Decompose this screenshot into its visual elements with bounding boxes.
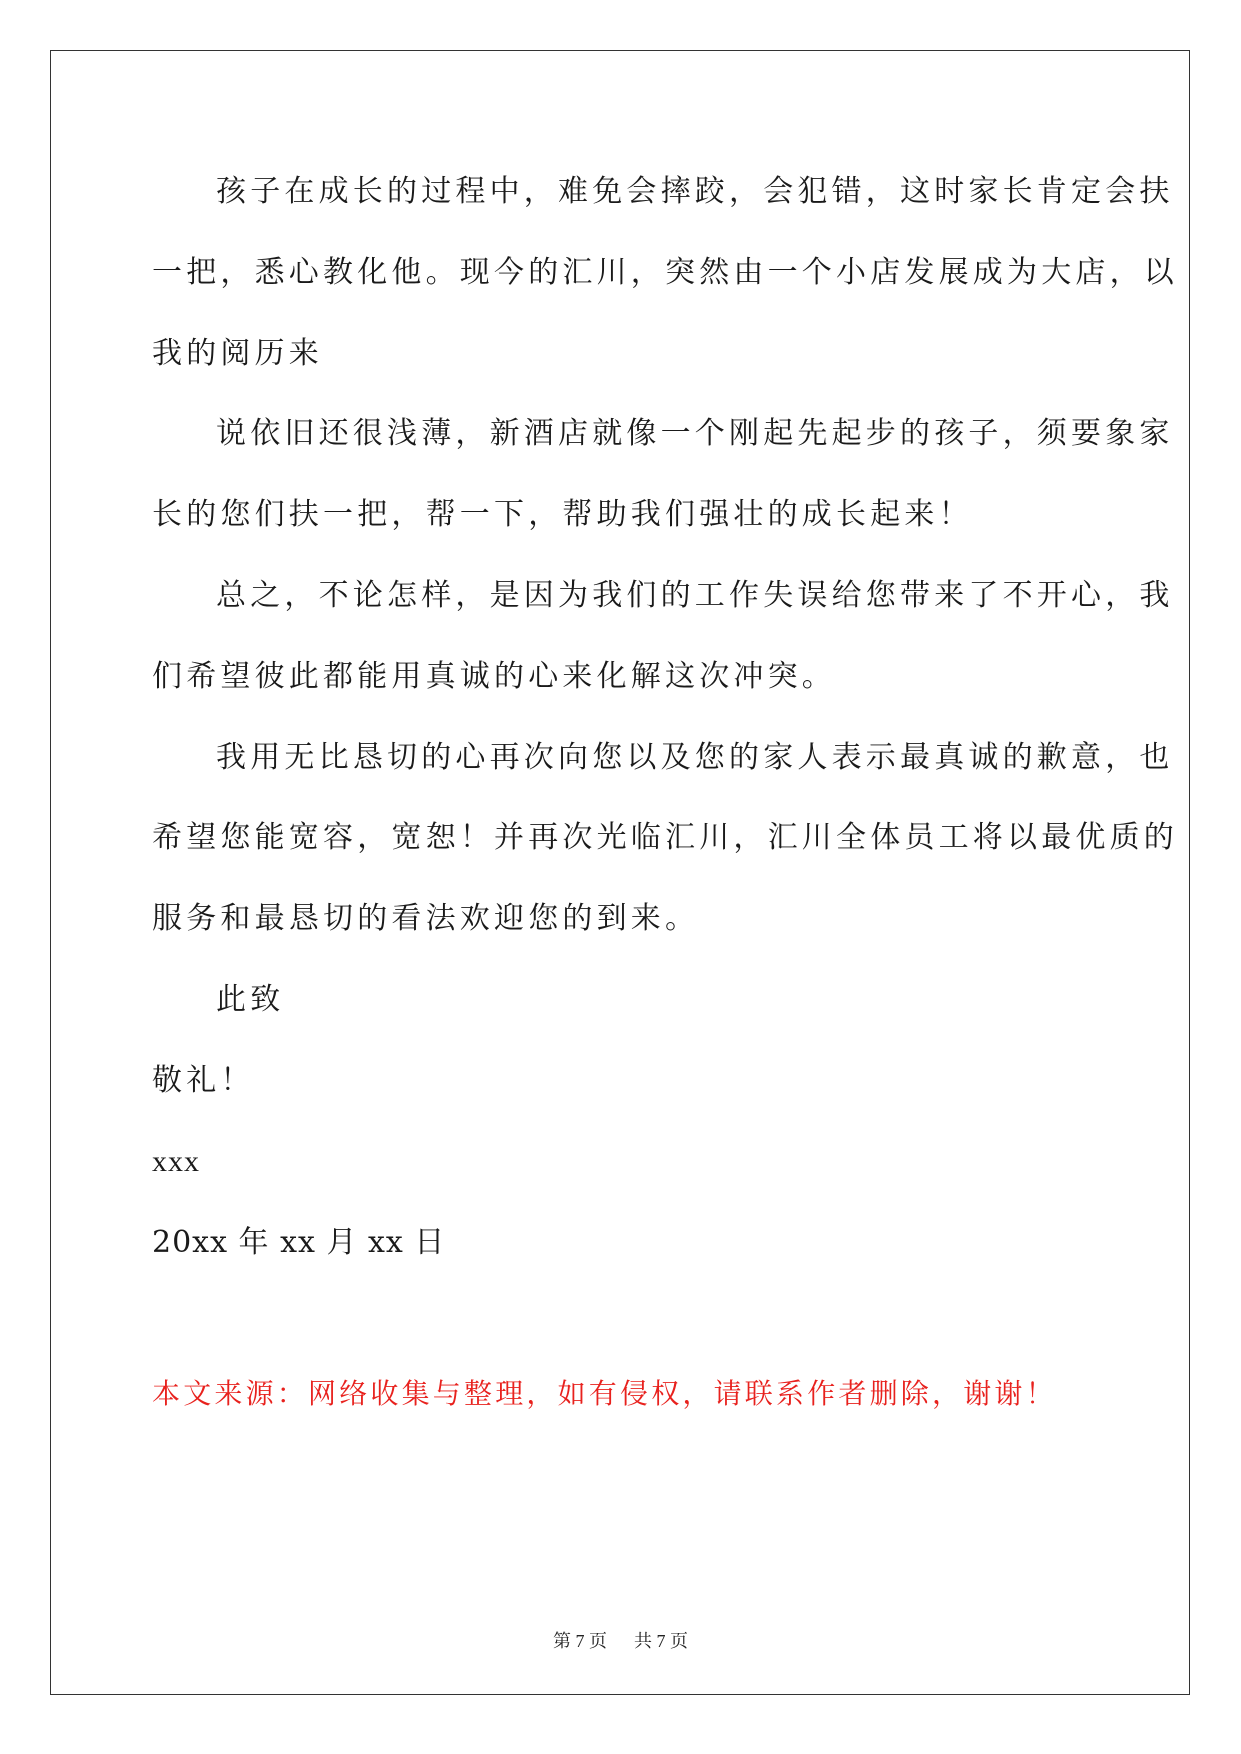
date-line: 20xx 年 xx 月 xx 日 (152, 1225, 446, 1260)
paragraph-3-line-2: 们希望彼此都能用真诚的心来化解这次冲突。 (152, 659, 836, 694)
paragraph-2-line-2: 长的您们扶一把，帮一下，帮助我们强壮的成长起来！ (152, 497, 973, 532)
paragraph-1-line-1: 孩子在成长的过程中，难免会摔跤，会犯错，这时家长肯定会扶 (216, 174, 1174, 209)
page-number-total: 共 7 页 (634, 1631, 688, 1651)
paragraph-1-line-2: 一把，悉心教化他。现今的汇川，突然由一个小店发展成为大店，以 (152, 255, 1178, 290)
paragraph-4-line-2: 希望您能宽容，宽恕！并再次光临汇川，汇川全体员工将以最优质的 (152, 820, 1178, 855)
source-note: 本文来源：网络收集与整理，如有侵权，请联系作者删除，谢谢！ (152, 1377, 1057, 1410)
page-number-current: 第 7 页 (553, 1631, 607, 1651)
paragraph-4-line-1: 我用无比恳切的心再次向您以及您的家人表示最真诚的歉意，也 (216, 740, 1174, 775)
paragraph-1-line-3: 我的阅历来 (152, 336, 323, 371)
paragraph-4-line-3: 服务和最恳切的看法欢迎您的到来。 (152, 901, 700, 936)
page-footer (0, 1627, 1241, 1653)
paragraph-2-line-1: 说依旧还很浅薄，新酒店就像一个刚起先起步的孩子，须要象家 (216, 416, 1174, 451)
closing-line: 此致 (216, 982, 285, 1017)
page-border (50, 50, 1190, 1695)
signature: xxx (152, 1145, 200, 1178)
salute-line: 敬礼！ (152, 1063, 255, 1098)
paragraph-3-line-1: 总之，不论怎样，是因为我们的工作失误给您带来了不开心，我 (216, 578, 1174, 613)
